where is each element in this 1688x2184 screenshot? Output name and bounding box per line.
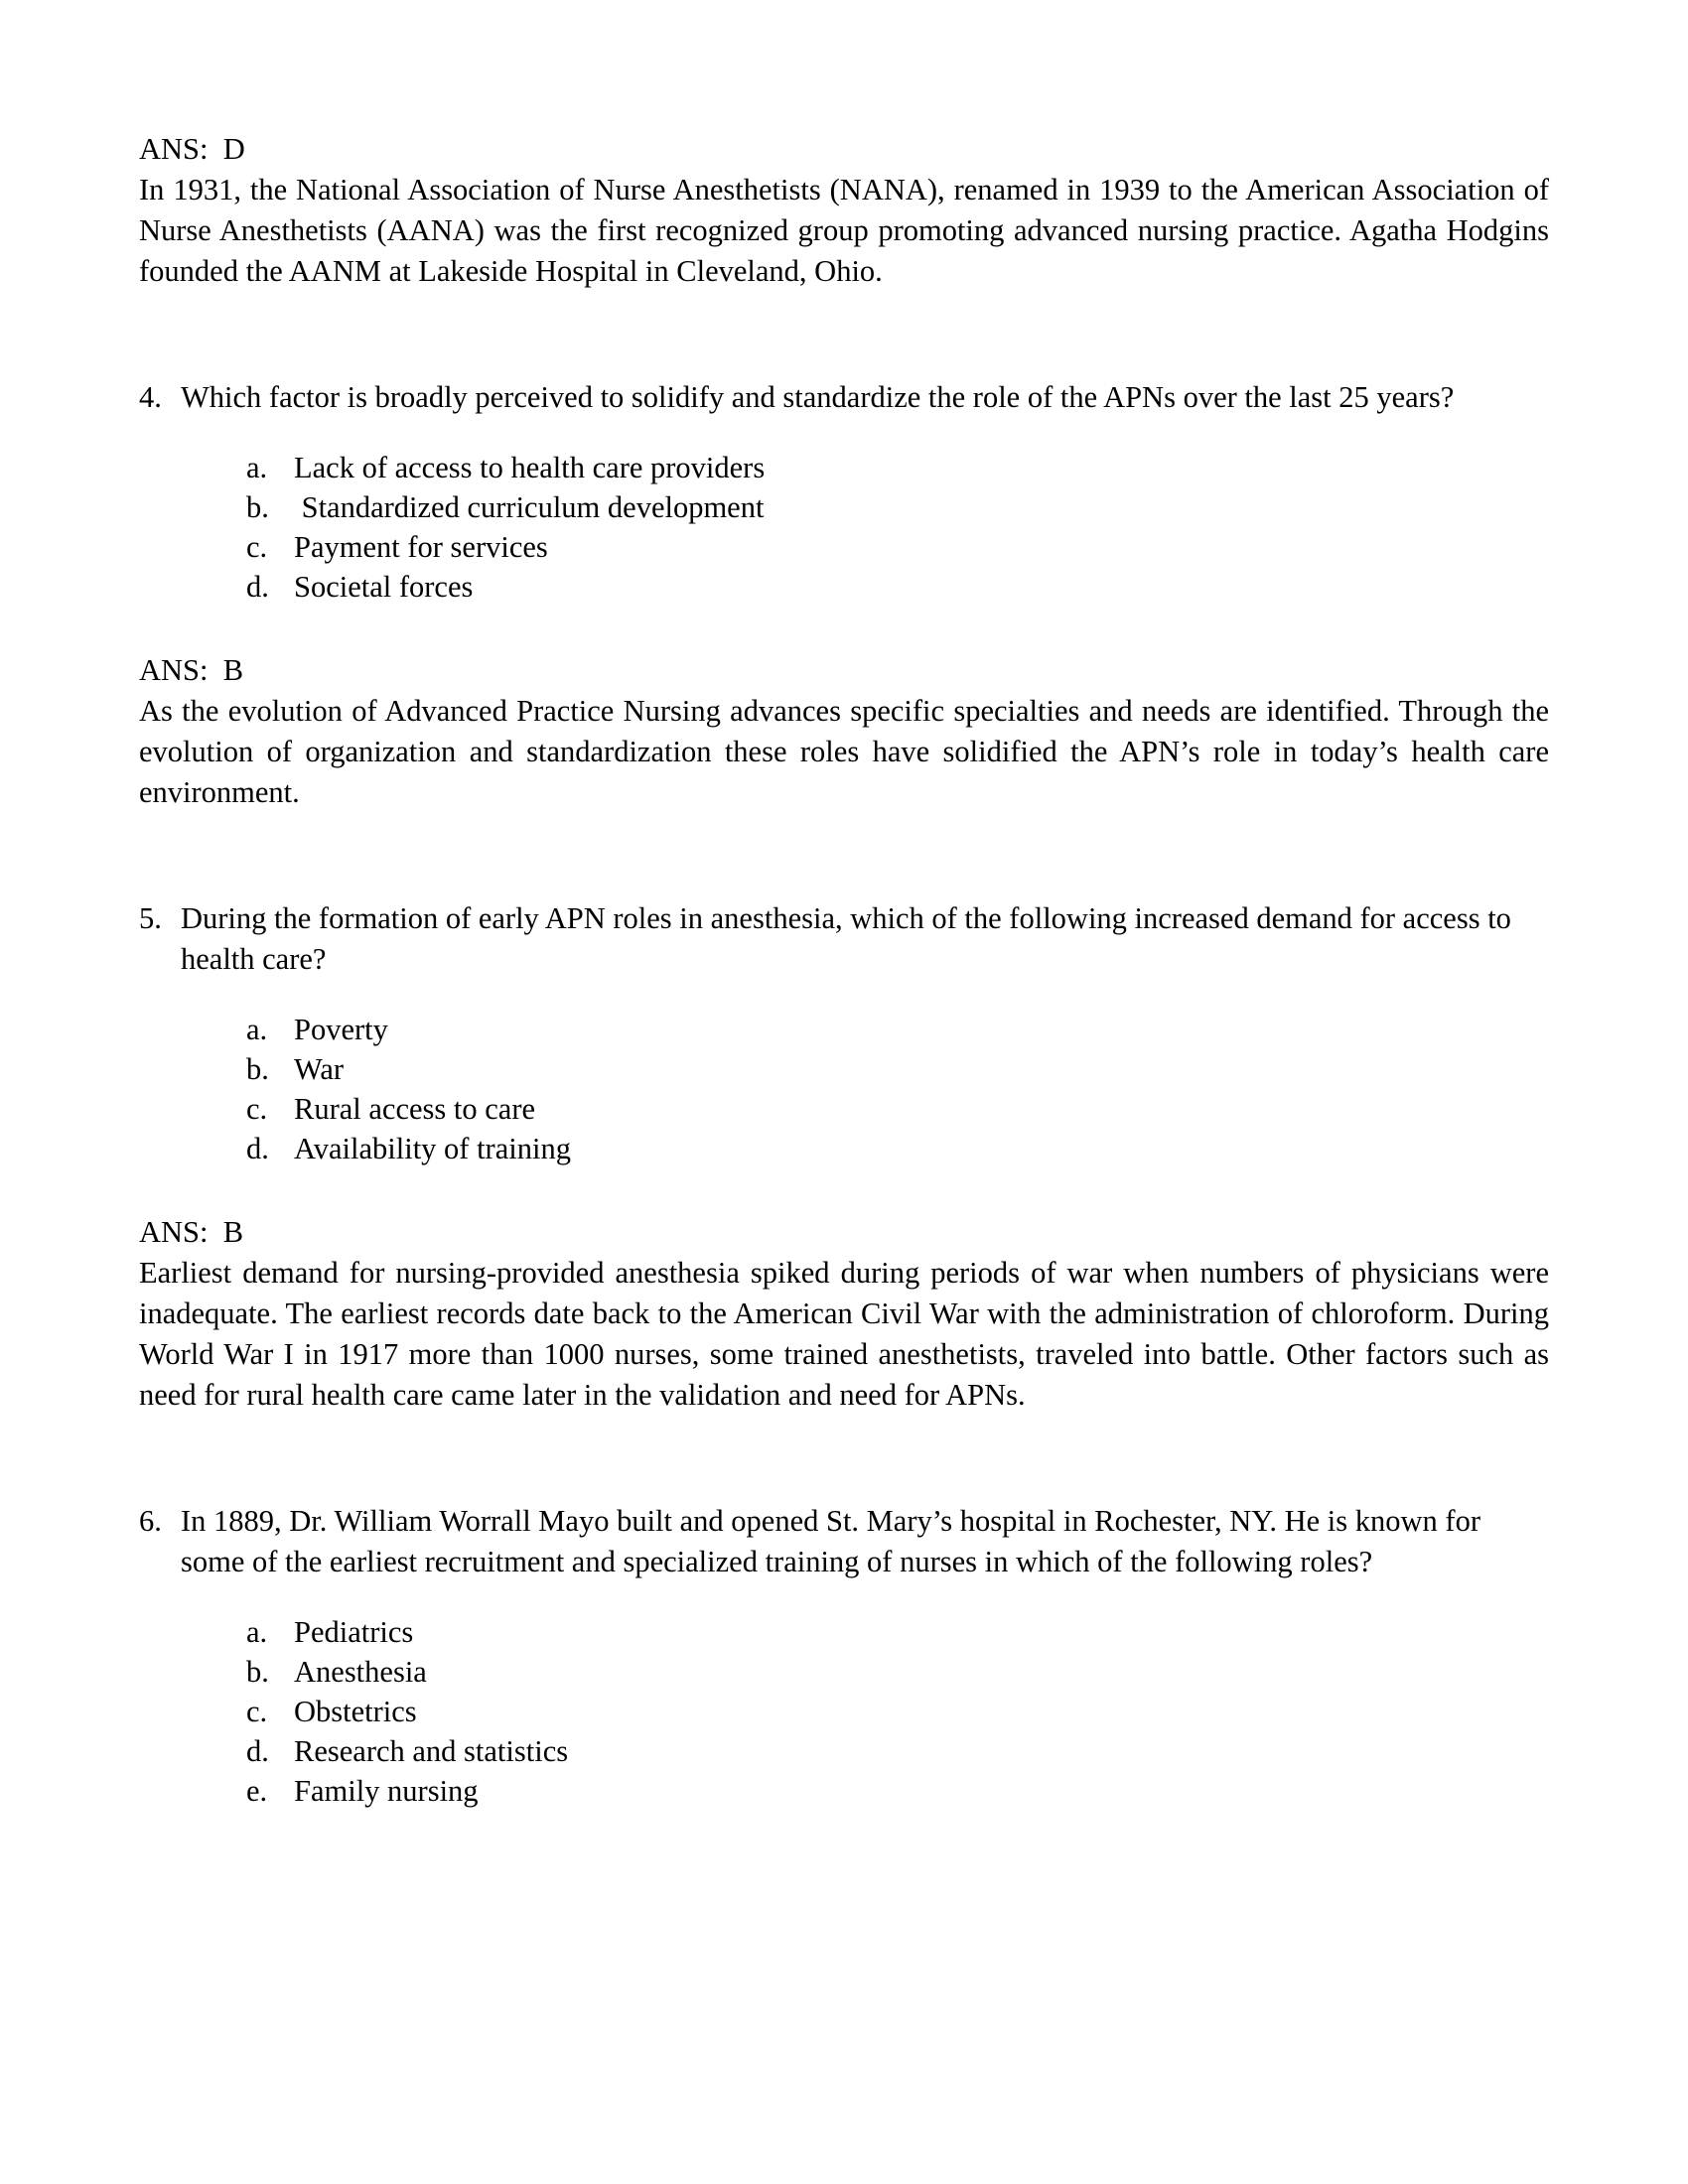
- answer-key-label: ANS: B: [139, 1215, 244, 1249]
- list-item[interactable]: [246, 1010, 1549, 1049]
- question-number: 4.: [139, 380, 162, 414]
- list-item[interactable]: [246, 1692, 1549, 1731]
- answer-options-5: [246, 1010, 1549, 1168]
- spacer: [139, 1582, 1549, 1612]
- option-marker: d.: [246, 570, 269, 604]
- question-line: [139, 1501, 1549, 1582]
- option-label: Family nursing: [294, 1774, 479, 1808]
- option-label: War: [294, 1052, 345, 1086]
- option-label: Poverty: [294, 1013, 388, 1046]
- question-text: Which factor is broadly perceived to solidify and standardize the role of the APNs over the last 25 years?: [181, 380, 1455, 414]
- answer-block-5: [139, 1212, 1549, 1416]
- option-marker: b.: [246, 1052, 269, 1086]
- question-block-6: [139, 1501, 1549, 1811]
- spacer: [139, 1168, 1549, 1212]
- option-marker: a.: [246, 1013, 268, 1046]
- list-item[interactable]: [246, 527, 1549, 567]
- answer-rationale: Earliest demand for nursing-provided anesthesia spiked during periods of war when numbers of physicians were inadequate. The earliest records date back to the American Civil War with the administration of chloroform. During World War I in 1917 more than 1000 nurses, some trained anesthetists, traveled into battle. Other factors such as need for rural health care came later in the validation and need for APNs.: [139, 1256, 1549, 1412]
- option-marker: d.: [246, 1132, 269, 1165]
- option-marker: b.: [246, 1655, 269, 1689]
- answer-rationale: As the evolution of Advanced Practice Nursing advances specific specialties and needs are identified. Through the evolution of organization and standardization these roles have solidified the APN’s role in today’s health care environment.: [139, 694, 1549, 809]
- option-label: Lack of access to health care providers: [294, 451, 766, 484]
- list-item[interactable]: [246, 567, 1549, 607]
- list-item[interactable]: [246, 1771, 1549, 1811]
- list-item[interactable]: [246, 487, 1549, 527]
- spacer: [139, 418, 1549, 448]
- option-marker: c.: [246, 1695, 268, 1728]
- question-block-5: [139, 898, 1549, 1168]
- option-label: Standardized curriculum development: [294, 490, 765, 524]
- option-label: Rural access to care: [294, 1092, 536, 1126]
- option-label: Payment for services: [294, 530, 548, 564]
- option-label: Pediatrics: [294, 1615, 414, 1649]
- option-label: Obstetrics: [294, 1695, 417, 1728]
- question-line: [139, 898, 1549, 980]
- question-text: In 1889, Dr. William Worrall Mayo built and opened St. Mary’s hospital in Rochester, NY. He is known for some of the earliest recruitment and specialized training of nurses in which of the following roles?: [181, 1504, 1480, 1578]
- page-content: [139, 129, 1549, 1811]
- spacer: [139, 813, 1549, 898]
- option-label: Research and statistics: [294, 1734, 569, 1768]
- answer-block-3: [139, 129, 1549, 292]
- list-item[interactable]: [246, 1731, 1549, 1771]
- answer-key-label: ANS: D: [139, 132, 245, 166]
- question-block-4: [139, 377, 1549, 607]
- answer-options-4: [246, 448, 1549, 607]
- option-marker: e.: [246, 1774, 268, 1808]
- list-item[interactable]: [246, 1049, 1549, 1089]
- option-label: Availability of training: [294, 1132, 571, 1165]
- question-number: 6.: [139, 1504, 162, 1538]
- option-label: Anesthesia: [294, 1655, 427, 1689]
- answer-options-6: [246, 1612, 1549, 1811]
- question-text: During the formation of early APN roles in anesthesia, which of the following increased demand for access to health care?: [181, 901, 1511, 976]
- option-marker: d.: [246, 1734, 269, 1768]
- spacer: [139, 1416, 1549, 1501]
- answer-key-label: ANS: B: [139, 653, 244, 687]
- list-item[interactable]: [246, 1612, 1549, 1652]
- list-item[interactable]: [246, 1652, 1549, 1692]
- question-number: 5.: [139, 901, 162, 935]
- option-marker: a.: [246, 1615, 268, 1649]
- list-item[interactable]: [246, 448, 1549, 487]
- answer-block-4: [139, 650, 1549, 813]
- answer-rationale: In 1931, the National Association of Nurse Anesthetists (NANA), renamed in 1939 to the American Association of Nurse Anesthetists (AANA) was the first recognized group promoting advanced nursing practice. Agatha Hodgins founded the AANM at Lakeside Hospital in Cleveland, Ohio.: [139, 173, 1549, 288]
- option-marker: a.: [246, 451, 268, 484]
- option-marker: c.: [246, 1092, 268, 1126]
- option-marker: b.: [246, 490, 269, 524]
- spacer: [139, 980, 1549, 1010]
- spacer: [139, 607, 1549, 650]
- option-marker: c.: [246, 530, 268, 564]
- list-item[interactable]: [246, 1129, 1549, 1168]
- spacer: [139, 292, 1549, 377]
- list-item[interactable]: [246, 1089, 1549, 1129]
- question-line: [139, 377, 1549, 418]
- option-label: Societal forces: [294, 570, 474, 604]
